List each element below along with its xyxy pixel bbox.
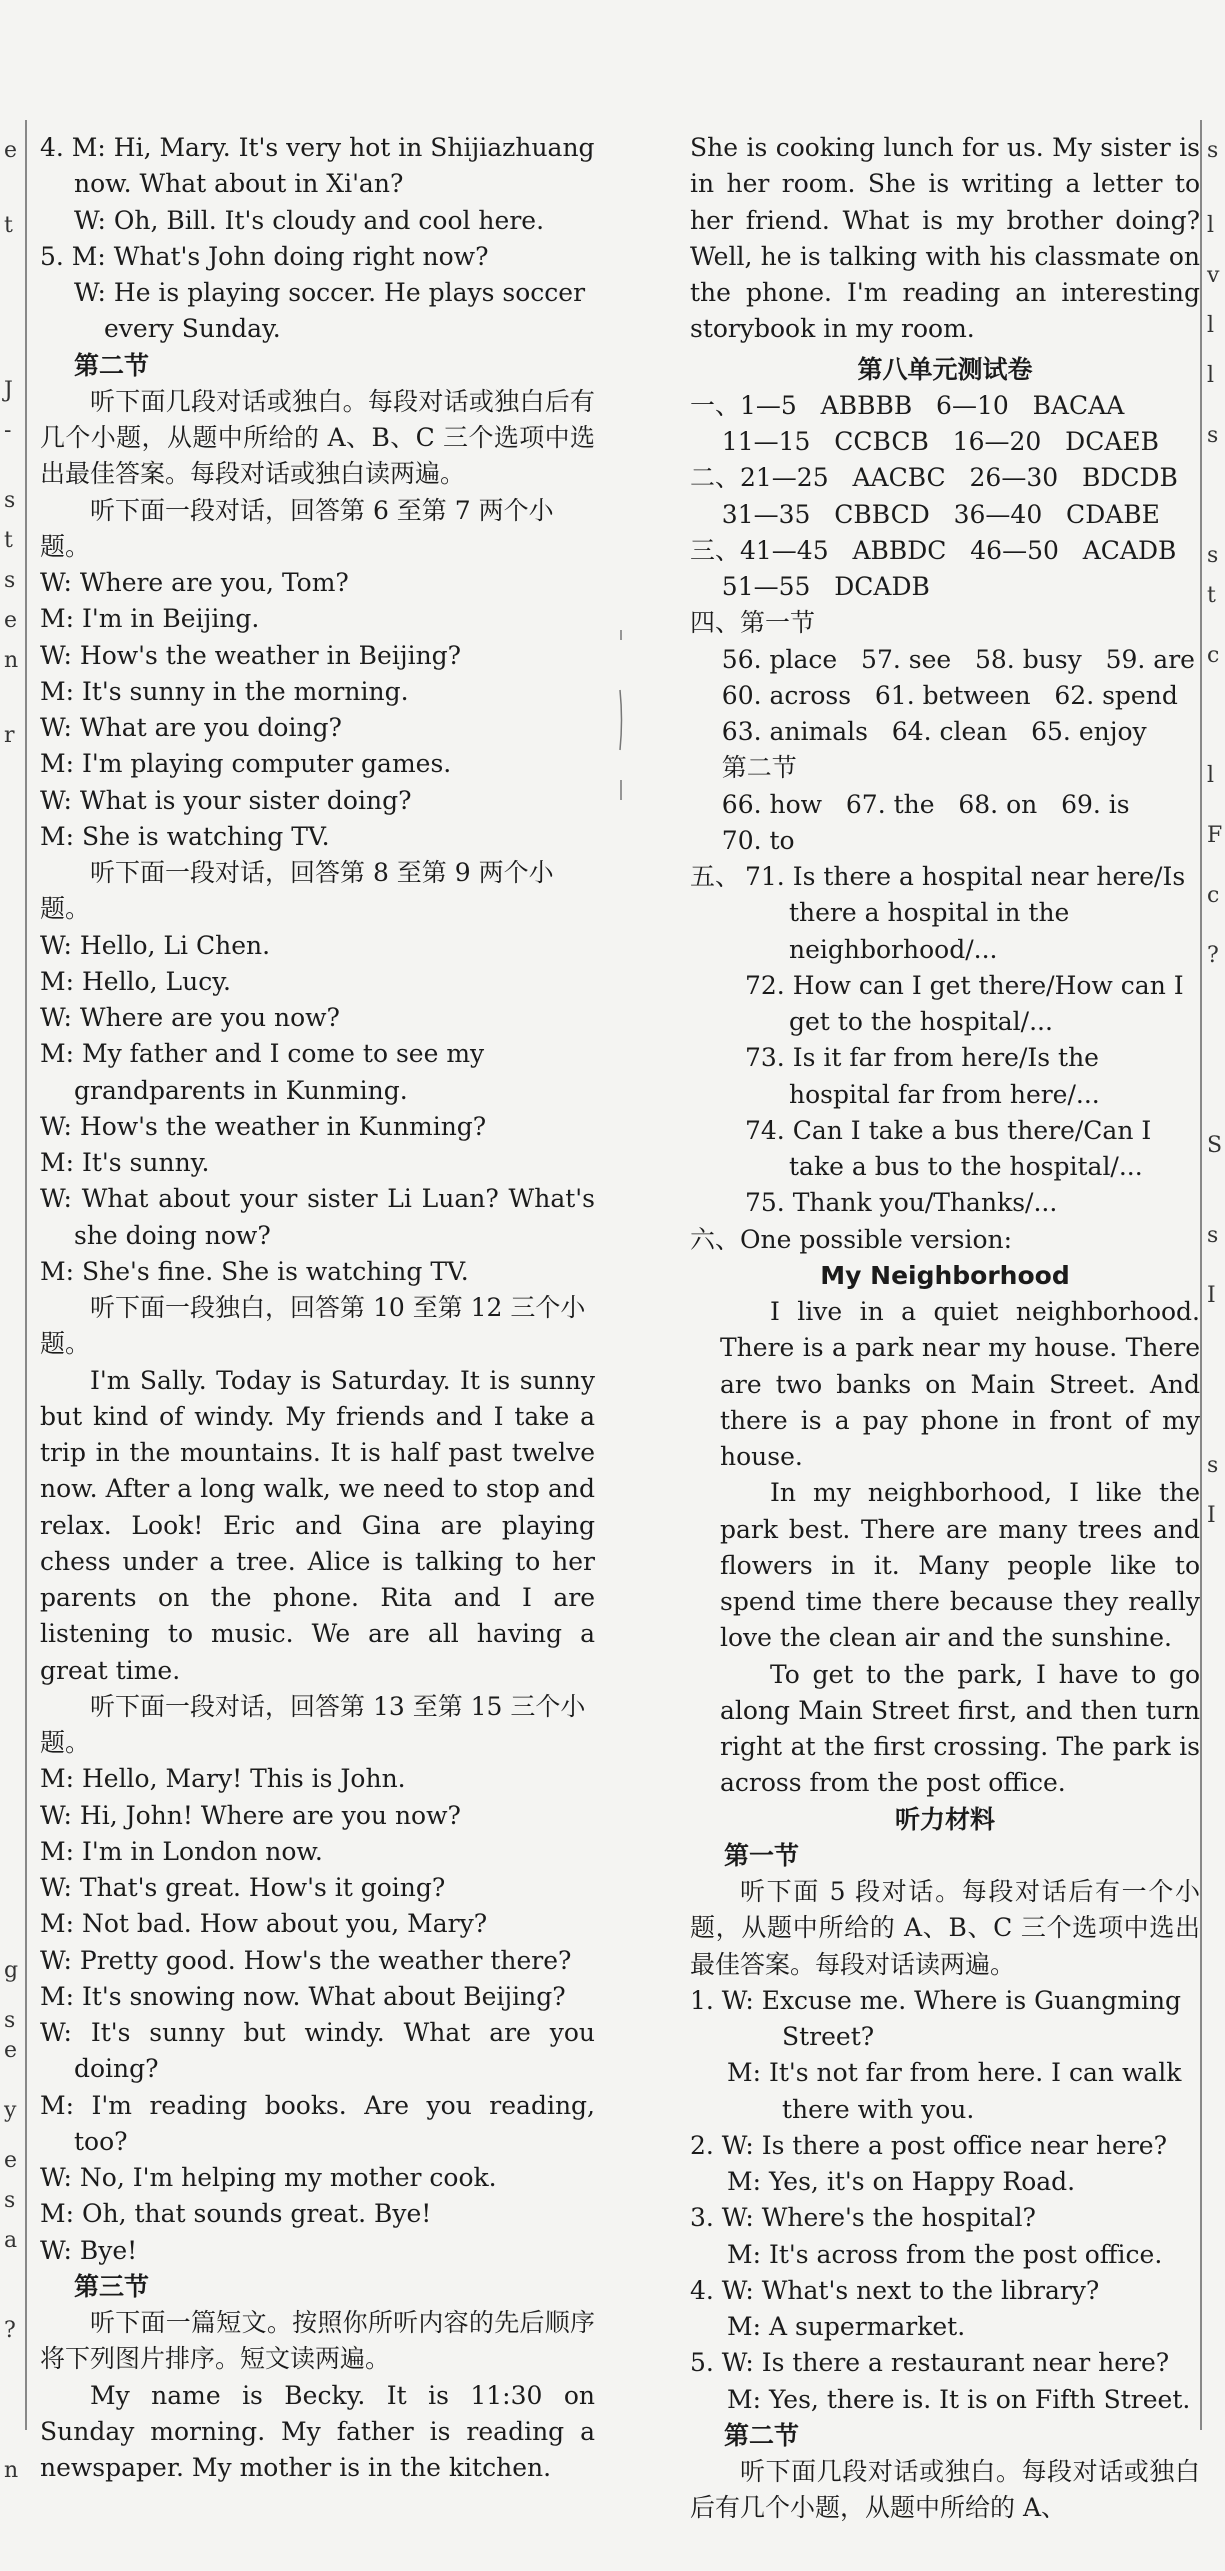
left-line: W: What is your sister doing? bbox=[40, 785, 412, 815]
left-edge-char: n bbox=[4, 2458, 19, 2483]
left-edge-char: J bbox=[4, 378, 13, 403]
left-edge-char: s bbox=[4, 488, 16, 513]
left-edge-fragments bbox=[0, 120, 22, 2483]
listening-answer: M: It's across from the post office. bbox=[727, 2239, 1163, 2269]
left-line: W: No, I'm helping my mother cook. bbox=[40, 2163, 497, 2192]
right-edge-char: l bbox=[1207, 213, 1215, 238]
left-line: W: Where are you now? bbox=[40, 1003, 340, 1032]
right-edge-char: l bbox=[1207, 313, 1215, 338]
answer-line: 70. to bbox=[690, 825, 795, 855]
listening-title: 听力材料 bbox=[894, 1804, 995, 1834]
left-line: M: I'm playing computer games. bbox=[40, 749, 452, 779]
right-edge-char: s bbox=[1207, 138, 1219, 163]
left-edge-char: e bbox=[4, 2038, 18, 2063]
left-line: I'm Sally. Today is Saturday. It is sunny but kind of windy. My friends and I take a trip in the mountains. It is half past twelve now. After a long walk, we need to stop and relax. Look! Eric and Gina are playing chess under a tree. Alice is talking to her parents on the phone. Rita and I are listening to music. We are all having a great time. bbox=[40, 1365, 595, 1685]
right-edge-char: s bbox=[1207, 1223, 1219, 1248]
left-line: M: I'm reading books. Are you reading, too? bbox=[40, 2090, 595, 2156]
answer-key bbox=[690, 388, 1200, 859]
right-edge-char: v bbox=[1207, 263, 1220, 288]
left-line: W: It's sunny but windy. What are you doing? bbox=[40, 2018, 595, 2084]
listening-section-one-desc: 听下面 5 段对话。每段对话后有一个小题，从题中所给的 A、B、C 三个选项中选出最佳答案。每段对话读两遍。 bbox=[690, 1877, 1200, 1979]
answer-line: 60. across 61. between 62. spend bbox=[690, 680, 1178, 710]
left-line: M: Hello, Lucy. bbox=[40, 966, 231, 996]
left-edge-char: y bbox=[4, 2098, 17, 2123]
right-edge-fragments bbox=[1205, 120, 1225, 2371]
left-line: 听下面几段对话或独白。每段对话或独白后有几个小题，从题中所给的 A、B、C 三个选项中选出最佳答案。每段对话或独白读两遍。 bbox=[40, 386, 595, 489]
left-line: W: What are you doing? bbox=[40, 713, 342, 742]
left-edge-char: e bbox=[4, 2148, 18, 2173]
left-line: M: Not bad. How about you, Mary? bbox=[40, 1909, 488, 1939]
left-edge-char: t bbox=[4, 528, 13, 553]
left-line: 听下面一段对话，回答第 6 至第 7 两个小题。 bbox=[40, 495, 554, 561]
left-edge-char: n bbox=[4, 648, 19, 673]
left-line: M: It's sunny in the morning. bbox=[40, 676, 409, 706]
right-edge-char: l bbox=[1207, 763, 1215, 788]
right-edge-char: s bbox=[1207, 423, 1219, 448]
answer-line: 66. how 67. the 68. on 69. is bbox=[690, 789, 1130, 819]
listening-section-one: 第一节 bbox=[724, 1840, 800, 1870]
right-edge-char: c bbox=[1207, 883, 1220, 908]
left-line: W: Bye! bbox=[40, 2235, 138, 2265]
left-line: 听下面一段独白，回答第 10 至第 12 三个小题。 bbox=[40, 1293, 586, 1359]
left-column bbox=[40, 130, 595, 2486]
section-five-item: 73. Is it far from here/Is the hospital far from here/... bbox=[745, 1043, 1100, 1109]
right-edge-char: l bbox=[1207, 363, 1215, 388]
left-edge-char: s bbox=[4, 568, 16, 593]
right-edge-char: F bbox=[1207, 823, 1223, 848]
left-line: My name is Becky. It is 11:30 on Sunday morning. My father is reading a newspaper. My mother is in the kitchen. bbox=[40, 2380, 595, 2482]
listening-items bbox=[690, 1983, 1200, 2418]
answer-line: 11—15 CCBCB 16—20 DCAEB bbox=[690, 427, 1159, 456]
listening-section-two: 第二节 bbox=[724, 2420, 800, 2450]
left-line: W: He is playing soccer. He plays soccer every Sunday. bbox=[74, 278, 586, 344]
right-edge-char: ? bbox=[1207, 943, 1219, 968]
section-six-label: 六、One possible version: bbox=[690, 1224, 1013, 1254]
left-edge-char: s bbox=[4, 2188, 16, 2213]
left-line: M: Hello, Mary! This is John. bbox=[40, 1764, 406, 1794]
left-line: W: How's the weather in Kunming? bbox=[40, 1111, 487, 1141]
left-edge-char: e bbox=[4, 608, 18, 633]
right-edge-char: S bbox=[1207, 1133, 1223, 1158]
left-edge-char: r bbox=[4, 723, 15, 748]
answer-line: 第二节 bbox=[690, 753, 797, 783]
left-line: W: Oh, Bill. It's cloudy and cool here. bbox=[74, 205, 545, 235]
section-five-label: 五、 bbox=[690, 862, 741, 891]
listening-answer: M: Yes, there is. It is on Fifth Street. bbox=[727, 2384, 1191, 2414]
section-five-item: 74. Can I take a bus there/Can I take a bus to the hospital/... bbox=[745, 1115, 1152, 1181]
listening-question: 1. W: Excuse me. Where is Guangming Street? bbox=[690, 1985, 1182, 2051]
listening-question: 3. W: Where's the hospital? bbox=[690, 2203, 1036, 2233]
essay-body bbox=[690, 1294, 1200, 1802]
left-line: 5. M: What's John doing right now? bbox=[40, 241, 489, 271]
answer-line: 三、41—45 ABBDC 46—50 ACADB bbox=[690, 535, 1177, 565]
left-line: 听下面一段对话，回答第 13 至第 15 三个小题。 bbox=[40, 1691, 586, 1757]
left-edge-char: s bbox=[4, 2008, 16, 2033]
left-line: 听下面一段对话，回答第 8 至第 9 两个小题。 bbox=[40, 858, 554, 924]
left-line: W: That's great. How's it going? bbox=[40, 1873, 446, 1902]
left-line: M: She is watching TV. bbox=[40, 821, 330, 851]
section-five-item: 72. How can I get there/How can I get to the hospital/... bbox=[745, 970, 1184, 1036]
left-line: W: Pretty good. How's the weather there? bbox=[40, 1945, 572, 1975]
right-edge-char: I bbox=[1207, 1503, 1216, 1528]
right-edge-char: s bbox=[1207, 1453, 1219, 1478]
answer-line: 56. place 57. see 58. busy 59. are bbox=[690, 644, 1195, 674]
left-line: W: Hello, Li Chen. bbox=[40, 930, 271, 960]
left-line: M: It's snowing now. What about Beijing? bbox=[40, 1981, 566, 2011]
left-line: M: She's fine. She is watching TV. bbox=[40, 1256, 469, 1286]
answer-line: 四、第一节 bbox=[690, 608, 816, 638]
right-edge-char: I bbox=[1207, 1283, 1216, 1308]
left-line: M: Oh, that sounds great. Bye! bbox=[40, 2199, 432, 2229]
essay-title: My Neighborhood bbox=[820, 1260, 1070, 1290]
left-line: W: How's the weather in Beijing? bbox=[40, 640, 462, 670]
essay-paragraph: To get to the park, I have to go along Main Street first, and then turn right at the first crossing. The park is across from the post office. bbox=[720, 1659, 1200, 1798]
left-edge-char: ? bbox=[4, 2318, 16, 2343]
left-line: M: It's sunny. bbox=[40, 1148, 210, 1177]
listening-section-two-desc: 听下面几段对话或独白。每段对话或独白后有几个小题，从题中所给的 A、 bbox=[690, 2457, 1200, 2523]
listening-answer: M: Yes, it's on Happy Road. bbox=[727, 2167, 1076, 2196]
essay-paragraph: I live in a quiet neighborhood. There is a park near my house. There are two banks on Main Street. And there is a pay phone in front of my house. bbox=[720, 1297, 1200, 1471]
listening-question: 2. W: Is there a post office near here? bbox=[690, 2130, 1168, 2160]
left-line: W: Where are you, Tom? bbox=[40, 568, 349, 597]
right-column bbox=[690, 130, 1200, 2527]
left-line: M: I'm in London now. bbox=[40, 1836, 323, 1866]
right-column-rule bbox=[1200, 120, 1202, 2430]
story-continuation: She is cooking lunch for us. My sister is in her room. She is writing a letter to her friend. What is my brother doing? Well, he is talking with his classmate on the phone. I'm reading an interesting storybook in my room. bbox=[690, 133, 1200, 344]
listening-question: 5. W: Is there a restaurant near here? bbox=[690, 2348, 1170, 2378]
right-edge-char: c bbox=[1207, 643, 1220, 668]
listening-answer: M: A supermarket. bbox=[727, 2312, 966, 2341]
left-edge-char: t bbox=[4, 213, 13, 238]
left-line: 第二节 bbox=[74, 350, 150, 380]
answer-line: 二、21—25 AACBC 26—30 BDCDB bbox=[690, 463, 1178, 493]
listening-question: 4. W: What's next to the library? bbox=[690, 2275, 1100, 2305]
left-line: 听下面一篇短文。按照你所听内容的先后顺序将下列图片排序。短文读两遍。 bbox=[40, 2308, 595, 2374]
left-line: 第三节 bbox=[74, 2271, 150, 2301]
answer-line: 51—55 DCADB bbox=[690, 572, 930, 601]
answer-line: 一、1—5 ABBBB 6—10 BACAA bbox=[690, 390, 1125, 420]
left-edge-char: - bbox=[4, 418, 12, 443]
right-edge-char: t bbox=[1207, 583, 1216, 608]
left-line: M: My father and I come to see my grandparents in Kunming. bbox=[40, 1039, 485, 1105]
listening-answer: M: It's not far from here. I can walk there with you. bbox=[727, 2058, 1182, 2124]
section-five bbox=[690, 859, 1200, 1222]
left-edge-char: g bbox=[4, 1958, 19, 1983]
center-fold-mark bbox=[616, 630, 626, 800]
unit-test-title: 第八单元测试卷 bbox=[857, 354, 1033, 384]
left-line: 4. M: Hi, Mary. It's very hot in Shijiazhuang now. What about in Xi'an? bbox=[40, 133, 595, 199]
left-edge-char: e bbox=[4, 138, 18, 163]
right-edge-char: s bbox=[1207, 543, 1219, 568]
essay-paragraph: In my neighborhood, I like the park best. There are many trees and flowers in it. Many people like to spend time there because they really love the clean air and the sunshine. bbox=[720, 1478, 1200, 1653]
left-column-rule bbox=[25, 120, 27, 2430]
left-edge-char: a bbox=[4, 2228, 18, 2253]
section-five-item: 75. Thank you/Thanks/... bbox=[745, 1188, 1058, 1218]
left-line: M: I'm in Beijing. bbox=[40, 604, 260, 634]
answer-line: 31—35 CBBCD 36—40 CDABE bbox=[690, 499, 1160, 529]
left-line: W: Hi, John! Where are you now? bbox=[40, 1800, 461, 1830]
section-five-item: 71. Is there a hospital near here/Is there a hospital in the neighborhood/... bbox=[745, 862, 1186, 964]
left-line: W: What about your sister Li Luan? What's she doing now? bbox=[40, 1184, 595, 1250]
answer-line: 63. animals 64. clean 65. enjoy bbox=[690, 717, 1147, 746]
